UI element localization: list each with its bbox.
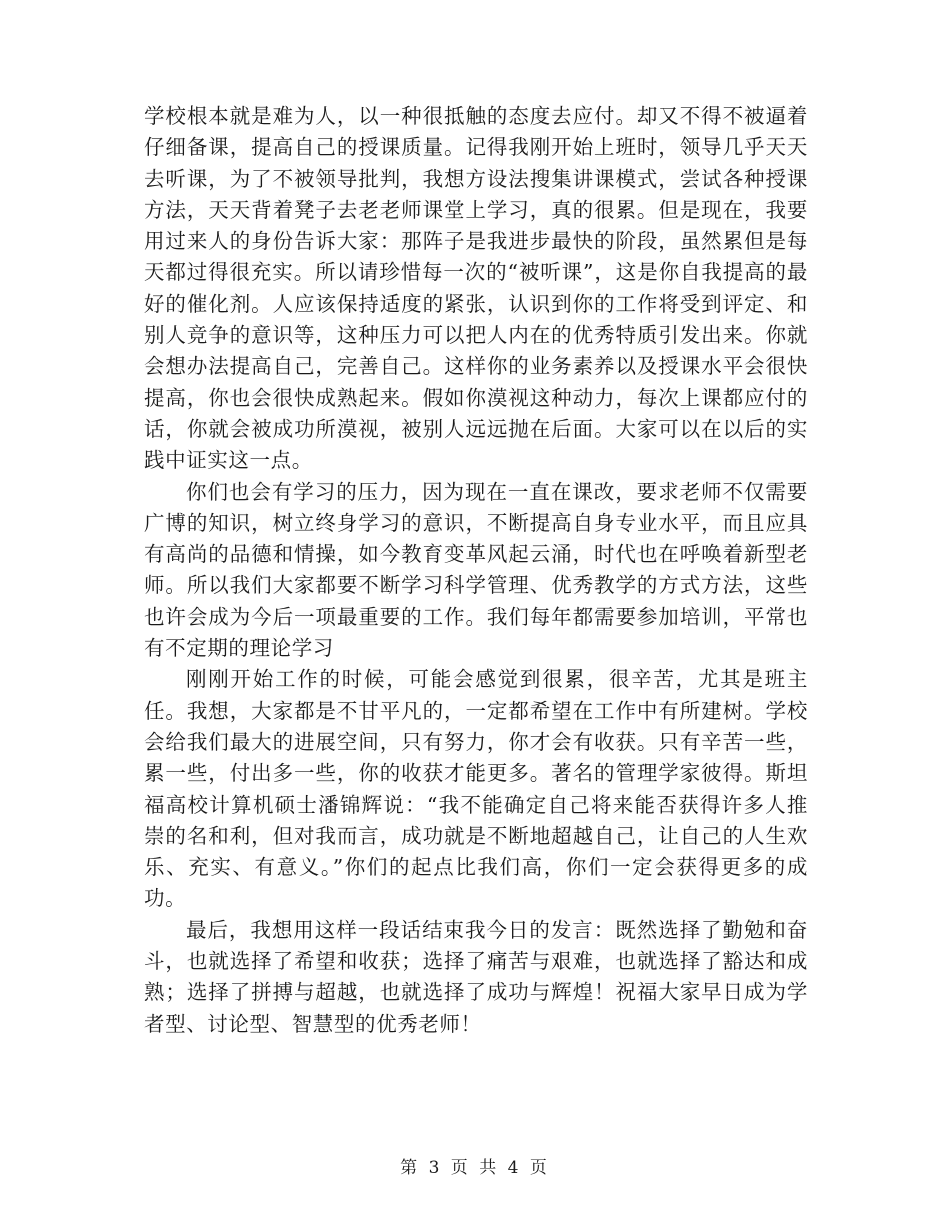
page-number-footer: 第 3 页 共 4 页	[400, 1158, 550, 1178]
paragraph-closing: 最后，我想用这样一段话结束我今日的发言：既然选择了勤勉和奋斗，也就选择了希望和收获；选择了痛苦与艰难，也就选择了豁达和成熟；选择了拼搏与超越，也就选择了成功与辉煌！祝福大家早日成为学者型、讨论型、智慧型的优秀老师！	[144, 917, 808, 1036]
document-body	[144, 101, 808, 1040]
paragraph-continued: 学校根本就是难为人，以一种很抵触的态度去应付。却又不得不被逼着仔细备课，提高自己的授课质量。记得我刚开始上班时，领导几乎天天去听课，为了不被领导批判，我想方设法搜集讲课模式，尝试各种授课方法，天天背着凳子去老老师课堂上学习，真的很累。但是现在，我要用过来人的身份告诉大家：那阵子是我进步最快的阶段，虽然累但是每天都过得很充实。所以请珍惜每一次的“被听课”，这是你自我提高的最好的催化剂。人应该保持适度的紧张，认识到你的工作将受到评定、和别人竞争的意识等，这种压力可以把人内在的优秀特质引发出来。你就会想办法提高自己，完善自己。这样你的业务素养以及授课水平会很快提高，你也会很快成熟起来。假如你漠视这种动力，每次上课都应付的话，你就会被成功所漠视，被别人远远抛在后面。大家可以在以后的实践中证实这一点。	[144, 104, 808, 473]
paragraph-starting-work: 刚刚开始工作的时候，可能会感觉到很累，很辛苦，尤其是班主任。我想，大家都是不甘平凡的，一定都希望在工作中有所建树。学校会给我们最大的进展空间，只有努力，你才会有收获。只有辛苦一些，累一些，付出多一些，你的收获才能更多。著名的管理学家彼得。斯坦福高校计算机硕士潘锦辉说：“我不能确定自己将来能否获得许多人推崇的名和利，但对我而言，成功就是不断地超越自己，让自己的人生欢乐、充实、有意义。”你们的起点比我们高，你们一定会获得更多的成功。	[144, 667, 808, 911]
paragraph-learning-pressure: 你们也会有学习的压力，因为现在一直在课改，要求老师不仅需要广博的知识，树立终身学习的意识，不断提高自身专业水平，而且应具有高尚的品德和情操，如今教育变革风起云涌，时代也在呼唤着新型老师。所以我们大家都要不断学习科学管理、优秀教学的方式方法，这些也许会成为今后一项最重要的工作。我们每年都需要参加培训，平常也有不定期的理论学习	[144, 479, 808, 661]
